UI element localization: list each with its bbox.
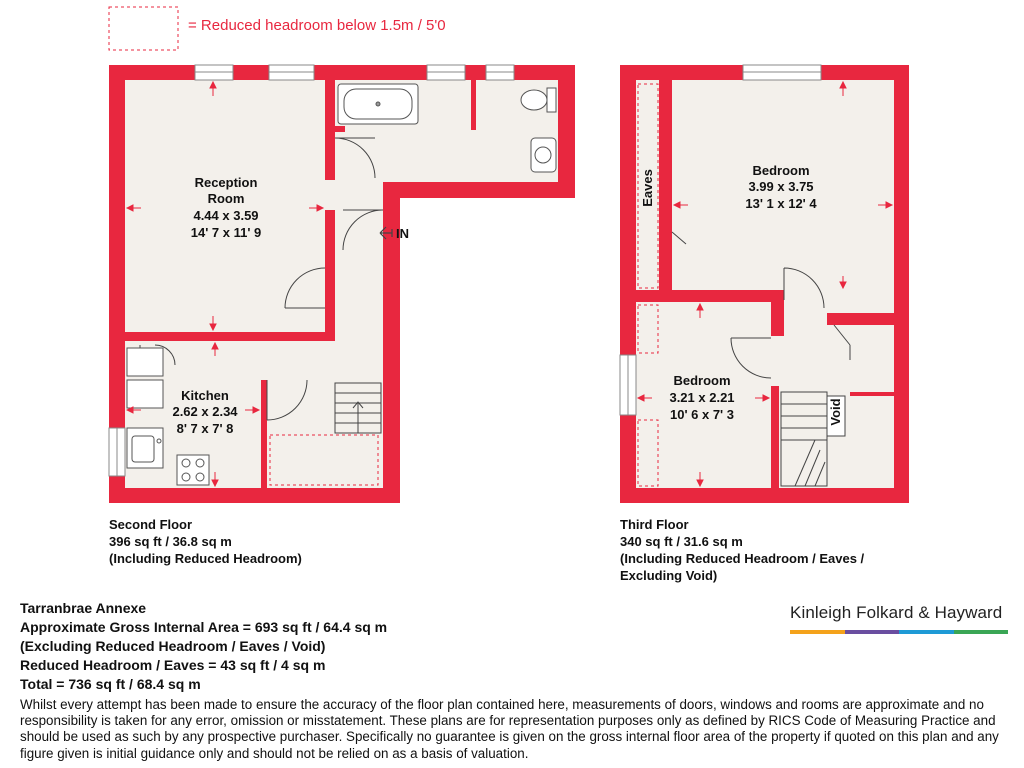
third-floor-interior (636, 80, 894, 488)
bedroom1-metric: 3.99 x 3.75 (748, 179, 814, 194)
reception-imperial: 14' 7 x 11' 9 (190, 225, 262, 240)
summary-line: (Excluding Reduced Headroom / Eaves / Void) (20, 638, 326, 654)
brand-bar-segment (954, 630, 1009, 634)
void-label: Void (828, 398, 843, 426)
entrance-label: IN (396, 226, 409, 241)
bedroom1-name: Bedroom (752, 163, 810, 178)
wall-reception-right (325, 80, 335, 180)
kitchen-name: Kitchen (181, 388, 229, 403)
bathtub (338, 84, 418, 124)
summary-line: Reduced Headroom / Eaves = 43 sq ft / 4 sq m (20, 657, 326, 673)
brand-bar-segment (845, 630, 900, 634)
brand-color-bar (790, 630, 1008, 634)
eaves-label: Eaves (640, 169, 655, 207)
brand-name: Kinleigh Folkard & Hayward (790, 603, 1003, 622)
wall-kitchen-right (261, 380, 267, 488)
second-floor-caption (109, 516, 302, 567)
disclaimer-text: Whilst every attempt has been made to ensure the accuracy of the floor plan contained here, measurements of doors, windows and rooms are approximate and no responsibility is taken for any error, omission or misstatement. These plans are for representation purposes only as defined by RICS Code of Measuring Practice and should be used as such by any prospective purchaser. Specifically no guarantee is given on the gross internal floor area of the property if quoted on this plan and any figure given is initial guidance only and should not be relied on as a basis of valuation. (20, 697, 999, 761)
bedroom2-imperial: 10' 6 x 7' 3 (669, 407, 735, 422)
third-floor-plan (620, 65, 909, 503)
third-floor-caption-line: (Including Reduced Headroom / Eaves / (620, 551, 865, 566)
wall-reception-bottom (125, 332, 335, 341)
brand-bar-segment (790, 630, 845, 634)
third-floor-caption (620, 516, 864, 584)
second-floor-plan (109, 65, 575, 503)
area-summary (20, 599, 387, 694)
third-floor-caption-line: Third Floor (620, 517, 689, 532)
wall-hall-left (771, 290, 784, 336)
kitchen-imperial: 8' 7 x 7' 8 (176, 421, 234, 436)
property-name: Tarranbrae Annexe (20, 600, 147, 616)
summary-line: Total = 736 sq ft / 68.4 sq m (20, 676, 201, 692)
bedroom2-name: Bedroom (673, 373, 731, 388)
basin (531, 138, 556, 172)
wall-eaves-right (659, 80, 672, 292)
reception-name-line1: Reception (194, 175, 258, 190)
third-floor-caption-line: Excluding Void) (620, 568, 718, 583)
reception-name-line2: Room (207, 191, 245, 206)
wall-bath-wc-divider (471, 80, 476, 130)
second-floor-caption-line: 396 sq ft / 36.8 sq m (109, 534, 232, 549)
legend-text: = Reduced headroom below 1.5m / 5'0 (188, 17, 446, 34)
toilet (521, 88, 556, 112)
legend-swatch (109, 7, 178, 50)
kitchen-metric: 2.62 x 2.34 (172, 404, 238, 419)
wall-bathroom-bottom (335, 126, 345, 132)
second-floor-caption-line: Second Floor (109, 517, 193, 532)
bedroom1-imperial: 13' 1 x 12' 4 (745, 196, 817, 211)
bedroom2-metric: 3.21 x 2.21 (669, 390, 735, 405)
wall-bedroom1-bottom (636, 290, 784, 302)
reception-metric: 4.44 x 3.59 (193, 208, 259, 223)
brand-logo (790, 603, 1008, 634)
brand-bar-segment (899, 630, 954, 634)
summary-line: Approximate Gross Internal Area = 693 sq ft / 64.4 sq m (20, 619, 388, 635)
third-floor-caption-line: 340 sq ft / 31.6 sq m (620, 534, 743, 549)
wall-void-top (850, 392, 894, 396)
second-floor-caption-line: (Including Reduced Headroom) (109, 551, 302, 566)
wall-hall-left-lower (771, 386, 779, 488)
wall-bedroom1-bottom-right (827, 313, 894, 325)
wall-reception-right-lower (325, 210, 335, 340)
